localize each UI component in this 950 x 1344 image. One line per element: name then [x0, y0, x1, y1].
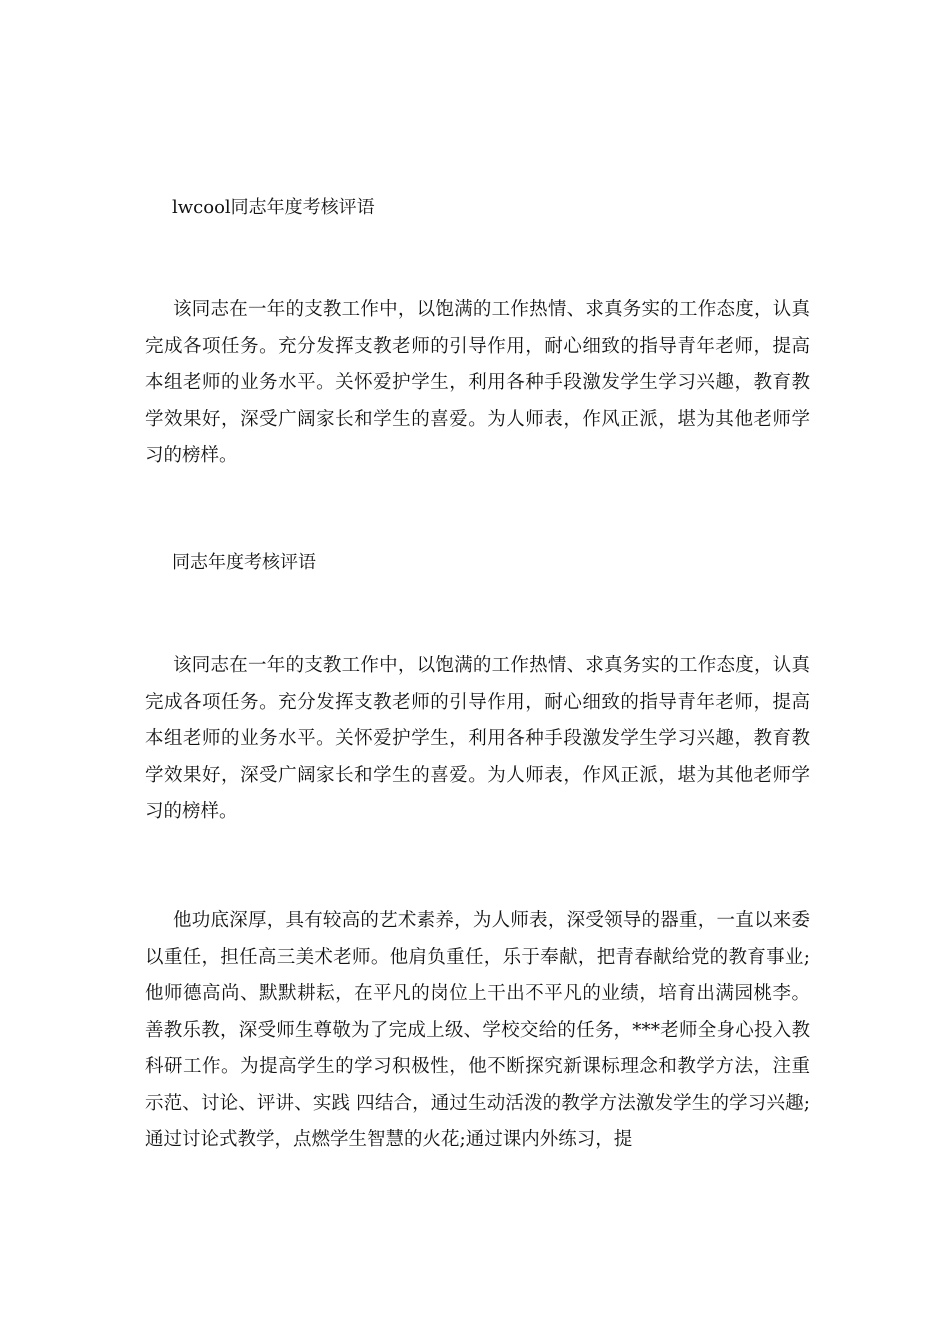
section-paragraph-1: 该同志在一年的支教工作中，以饱满的工作热情、求真务实的工作态度，认真完成各项任务。充分发挥支教老师的引导作用，耐心细致的指导青年老师，提高本组老师的业务水平。关怀爱护学生，利用各种手段激发学生学习兴趣，教育教学效果好，深受广阔家长和学生的喜爱。为人师表，作风正派，堪为其他老师学习的榜样。 — [145, 299, 810, 466]
section-paragraph-2: 该同志在一年的支教工作中，以饱满的工作热情、求真务实的工作态度，认真完成各项任务。充分发挥支教老师的引导作用，耐心细致的指导青年老师，提高本组老师的业务水平。关怀爱护学生，利用各种手段激发学生学习兴趣，教育教学效果好，深受广阔家长和学生的喜爱。为人师表，作风正派，堪为其他老师学习的榜样。 — [145, 655, 810, 822]
section-heading-2: 同志年度考核评语 — [172, 552, 316, 573]
section-paragraph-3: 他功底深厚，具有较高的艺术素养，为人师表，深受领导的器重，一直以来委以重任，担任高三美术老师。他肩负重任，乐于奉献，把青春献给党的教育事业;他师德高尚、默默耕耘，在平凡的岗位上干出不平凡的业绩，培育出满园桃李。善教乐教，深受师生尊敬为了完成上级、学校交给的任务，***老师全身心投入教科研工作。为提高学生的学习积极性，他不断探究新课标理念和教学方法，注重 示范、讨论、评讲、实践 四结合，通过生动活泼的教学方法激发学生的学习兴趣;通过讨论式教学，点燃学生智慧的火花;通过课内外练习，提 — [145, 910, 810, 1150]
section-heading-1: lwcool同志年度考核评语 — [172, 197, 375, 218]
